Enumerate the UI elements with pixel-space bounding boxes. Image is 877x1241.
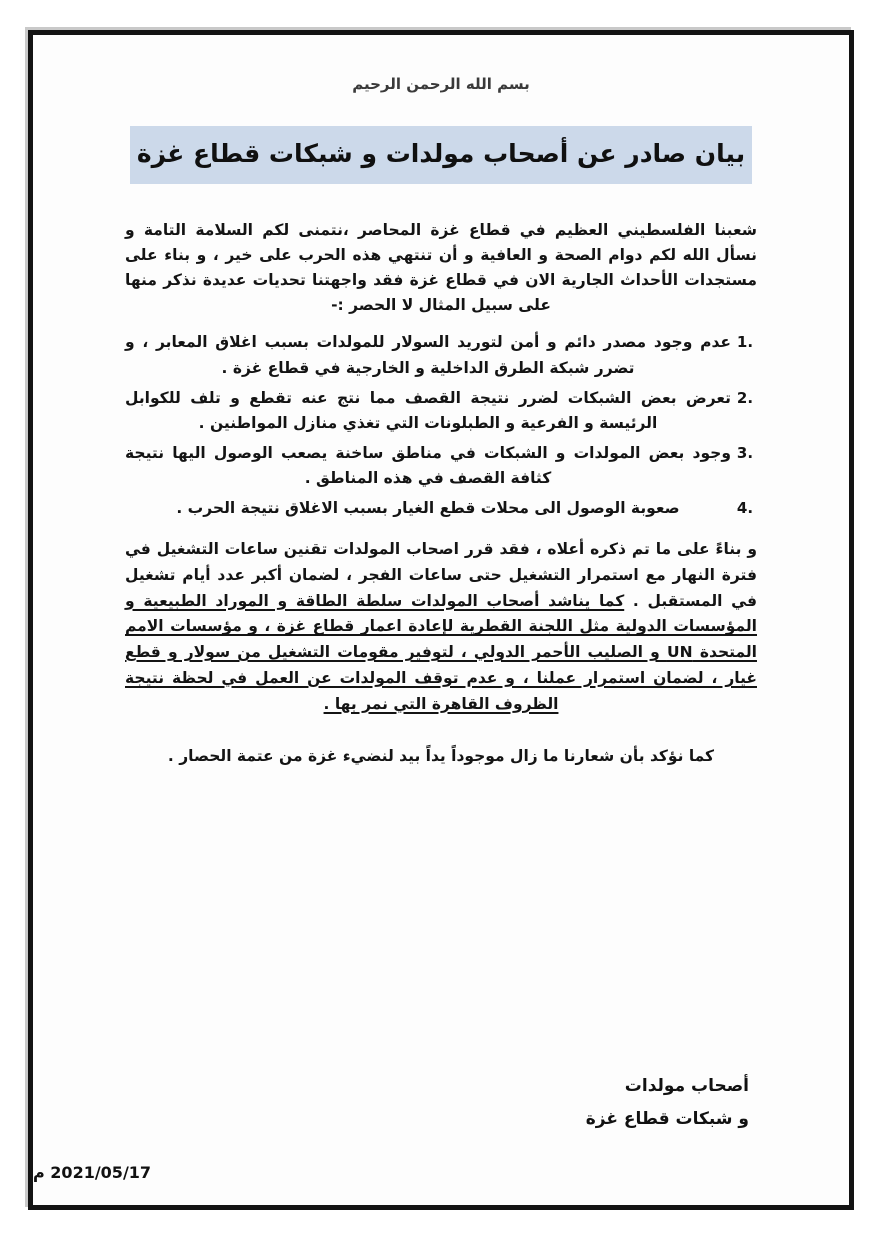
page-frame-border [28,30,854,1210]
list-item: تعرض بعض الشبكات لضرر نتيجة القصف مما نتج عنه تقطع و تلف للكوابل الرئيسة و الفرعية و الطبلونات التي تغذي منازل المواطنين . [125,388,731,432]
title-banner [130,126,752,184]
resolution-plain-text: و بناءً على ما تم ذكره أعلاه ، فقد قرر اصحاب المولدات تقنين ساعات التشغيل في فترة النهار مع استمرار التشغيل حتى ساعات الفجر ، لضمان أكبر عدد أيام تشغيل في المستقبل . [125,540,757,610]
list-item: وجود بعض المولدات و الشبكات في مناطق ساخنة يصعب الوصول اليها نتيجة كثافة القصف في هذه المناطق . [125,443,731,487]
page-title: بيان صادر عن أصحاب مولدات و شبكات قطاع غزة [136,139,746,169]
document-body [125,218,757,786]
resolution-paragraph [125,537,757,717]
date-value: 2021/05/17 م [33,1163,152,1182]
basmala-line: بسم الله الرحمن الرحيم [352,75,530,93]
document-date [33,1163,761,1182]
issues-list [125,330,757,521]
resolution-underlined-text: كما يناشد أصحاب المولدات سلطة الطاقة و الموراد الطبيعية و المؤسسات الدولية مثل اللجنة القطرية لإعادة اعمار قطاع غزة ، و مؤسسات الامم المتحدة UN و الصليب الأحمر الدولي ، لتوفير مقومات التشغيل من سولار و قطع غيار ، لضمان استمرار عملنا ، و عدم توقف المولدات عن العمل في لحظة نتيجة الظروف القاهرة التي نمر بها . [125,591,757,713]
closing-paragraph: كما نؤكد بأن شعارنا ما زال موجوداً يداً بيد لنضيء غزة من عتمة الحصار . [167,747,715,766]
signature-block [586,1070,749,1136]
page-sheet [33,35,849,1205]
signature-line-2: و شبكات قطاع غزة [585,1109,749,1130]
signature-line-1: أصحاب مولدات [624,1076,749,1096]
intro-paragraph: شعبنا الفلسطيني العظيم في قطاع غزة المحاصر ،نتمنى لكم السلامة التامة و نسأل الله لكم دوام الصحة و العافية و أن تنتهي هذه الحرب على خير ، و بناء على مستجدات الأحداث الجارية الان في قطاع غزة فقد واجهتنا تحديات عديدة نذكر منها على سبيل المثال لا الحصر :- [125,221,757,315]
list-item: صعوبة الوصول الى محلات قطع الغيار بسبب الاغلاق نتيجة الحرب . [176,499,680,518]
list-item: عدم وجود مصدر دائم و أمن لتوريد السولار للمولدات بسبب اغلاق المعابر ، و تضرر شبكة الطرق الداخلية و الخارجية في قطاع غزة . [125,333,731,377]
